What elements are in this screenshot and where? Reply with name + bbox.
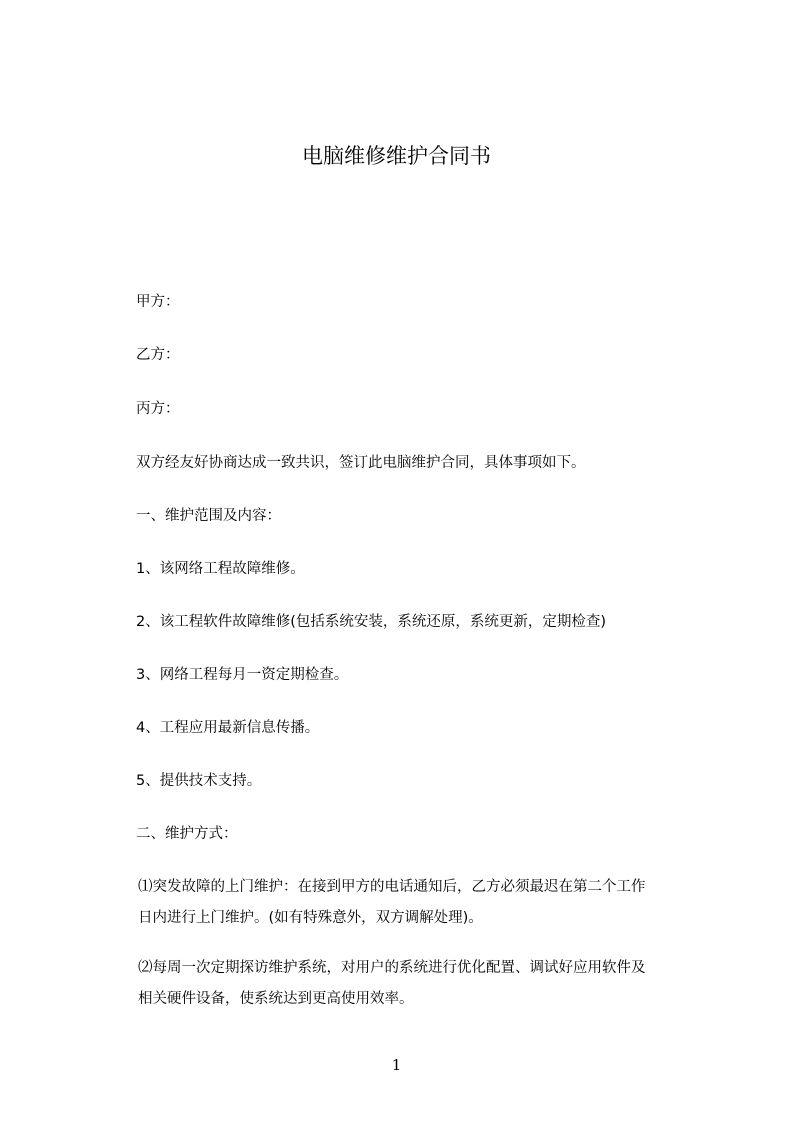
section-1-heading: 一、维护范围及内容： [136,508,281,524]
paragraph-line: 相关硬件设备，使系统达到更高使用效率。 [138,991,414,1007]
party-a-label: 甲方： [136,294,180,310]
page-number: 1 [391,1056,402,1074]
section-1-item: 2、该工程软件故障维修(包括系统安装，系统还原，系统更新，定期检查) [136,614,607,630]
section-1-item: 4、工程应用最新信息传播。 [136,720,320,736]
section-2-heading: 二、维护方式： [136,826,238,842]
section-1-item: 1、该网络工程故障维修。 [136,561,305,577]
section-2-paragraph [136,872,702,934]
paragraph-line: ⑴突发故障的上门维护：在接到甲方的电话通知后，乙方必须最迟在第二个工作 [138,879,646,895]
intro-paragraph: 双方经友好协商达成一致共识，签订此电脑维护合同，具体事项如下。 [136,455,586,471]
party-c-label: 丙方： [136,401,180,417]
section-1-item: 3、网络工程每月一资定期检查。 [136,667,349,683]
section-1-item: 5、提供技术支持。 [136,773,262,789]
party-b-label: 乙方： [136,347,180,363]
section-2-paragraph [136,953,702,1015]
paragraph-line: ⑵每周一次定期探访维护系统，对用户的系统进行优化配置、调试好应用软件及 [138,960,646,976]
paragraph-line: 日内进行上门维护。(如有特殊意外，双方调解处理)。 [138,910,483,926]
document-title: 电脑维修维护合同书 [302,144,491,168]
